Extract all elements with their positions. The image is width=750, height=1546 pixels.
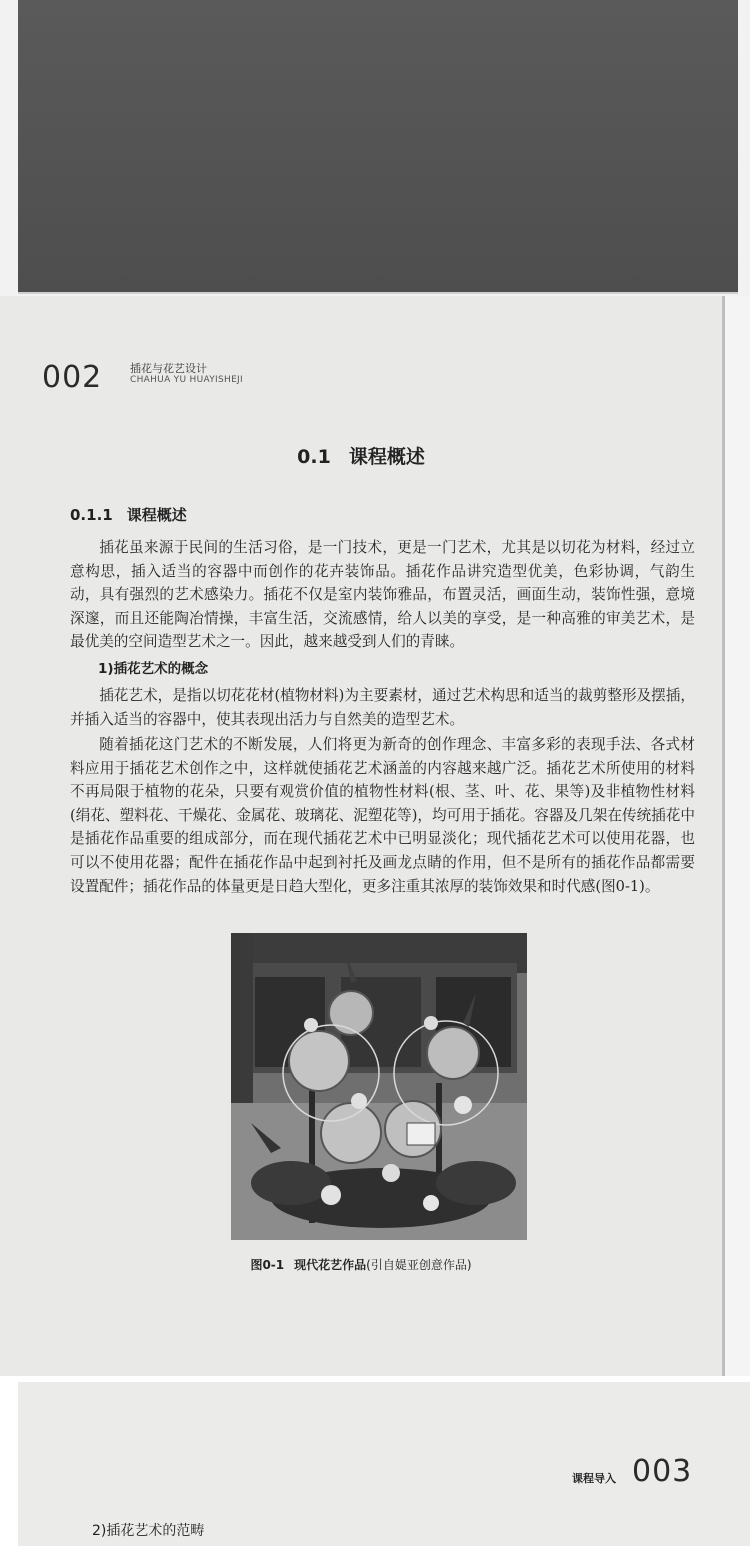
paragraph-concept: 插花艺术，是指以切花花材(植物材料)为主要素材，通过艺术构思和适当的裁剪整形及摆插，并插入适当的容器中，使其表现出活力与自然美的造型艺术。: [70, 687, 695, 728]
book-title-pinyin: CHAHUA YU HUAYISHEJI: [130, 375, 243, 385]
flower-arrangement-photo: [231, 933, 527, 1240]
section-number: 0.1: [297, 446, 331, 468]
page-margin-edge: [725, 296, 750, 1376]
section-title: [0, 442, 722, 469]
subsection-title: [70, 504, 187, 525]
figure-title: 现代花艺作品: [294, 1258, 367, 1272]
paragraph-intro: 插花虽来源于民间的生活习俗，是一门技术，更是一门艺术，尤其是以切花为材料，经过立意构思，插入适当的容器中而创作的花卉装饰品。插花作品讲究造型优美，色彩协调，气韵生动，具有强烈的艺术感染力。插花不仅是室内装饰雅品，布置灵活，画面生动，装饰性强，意境深邃，而且还能陶冶情操，丰富生活，交流感情，给人以美的享受，是一种高雅的审美艺术，是最优美的空间造型艺术之一。因此，越来越受到人们的青睐。: [70, 539, 695, 651]
subsection-title-text: 课程概述: [126, 506, 187, 524]
heading-scope: 2)插花艺术的范畴: [92, 1523, 205, 1539]
previous-page-area: [0, 0, 750, 296]
paragraph-development: 随着插花这门艺术的不断发展，人们将更为新奇的创作理念、丰富多彩的表现手法、各式材料应用于插花艺术创作之中，这样就使插花艺术涵盖的内容越来越广泛。插花艺术所使用的材料不再局限于植物的花朵，只要有观赏价值的植物性材料(根、茎、叶、花、果等)及非植物性材料(绢花、塑料花、干燥花、金属花、玻璃花、泥塑花等)，均可用于插花。容器及几架在传统插花中是插花作品重要的组成部分，而在现代插花艺术中已明显淡化；现代插花艺术可以使用花器，也可以不使用花器；配件在插花作品中起到衬托及画龙点睛的作用，但不是所有的插花作品都需要设置配件；插花作品的体量更是日趋大型化，更多注重其浓厚的装饰效果和时代感(图0-1)。: [70, 736, 695, 895]
dark-cover-block: [18, 0, 738, 294]
heading-concept: 1)插花艺术的概念: [98, 661, 209, 677]
photo-illustration: [231, 933, 527, 1240]
section-title-text: 课程概述: [348, 446, 425, 468]
book-page-003: [18, 1382, 750, 1546]
page-number: 003: [632, 1454, 693, 1489]
page-number: 002: [42, 360, 103, 395]
chapter-label: 课程导入: [572, 1472, 616, 1485]
subsection-number: 0.1.1: [70, 506, 113, 524]
figure-caption: [0, 1256, 722, 1273]
book-page-002: [0, 296, 725, 1376]
figure-credit: (引自媞亚创意作品): [366, 1258, 472, 1272]
figure-label: 图0-1: [250, 1258, 285, 1272]
book-title-chinese: 插花与花艺设计: [130, 362, 207, 375]
